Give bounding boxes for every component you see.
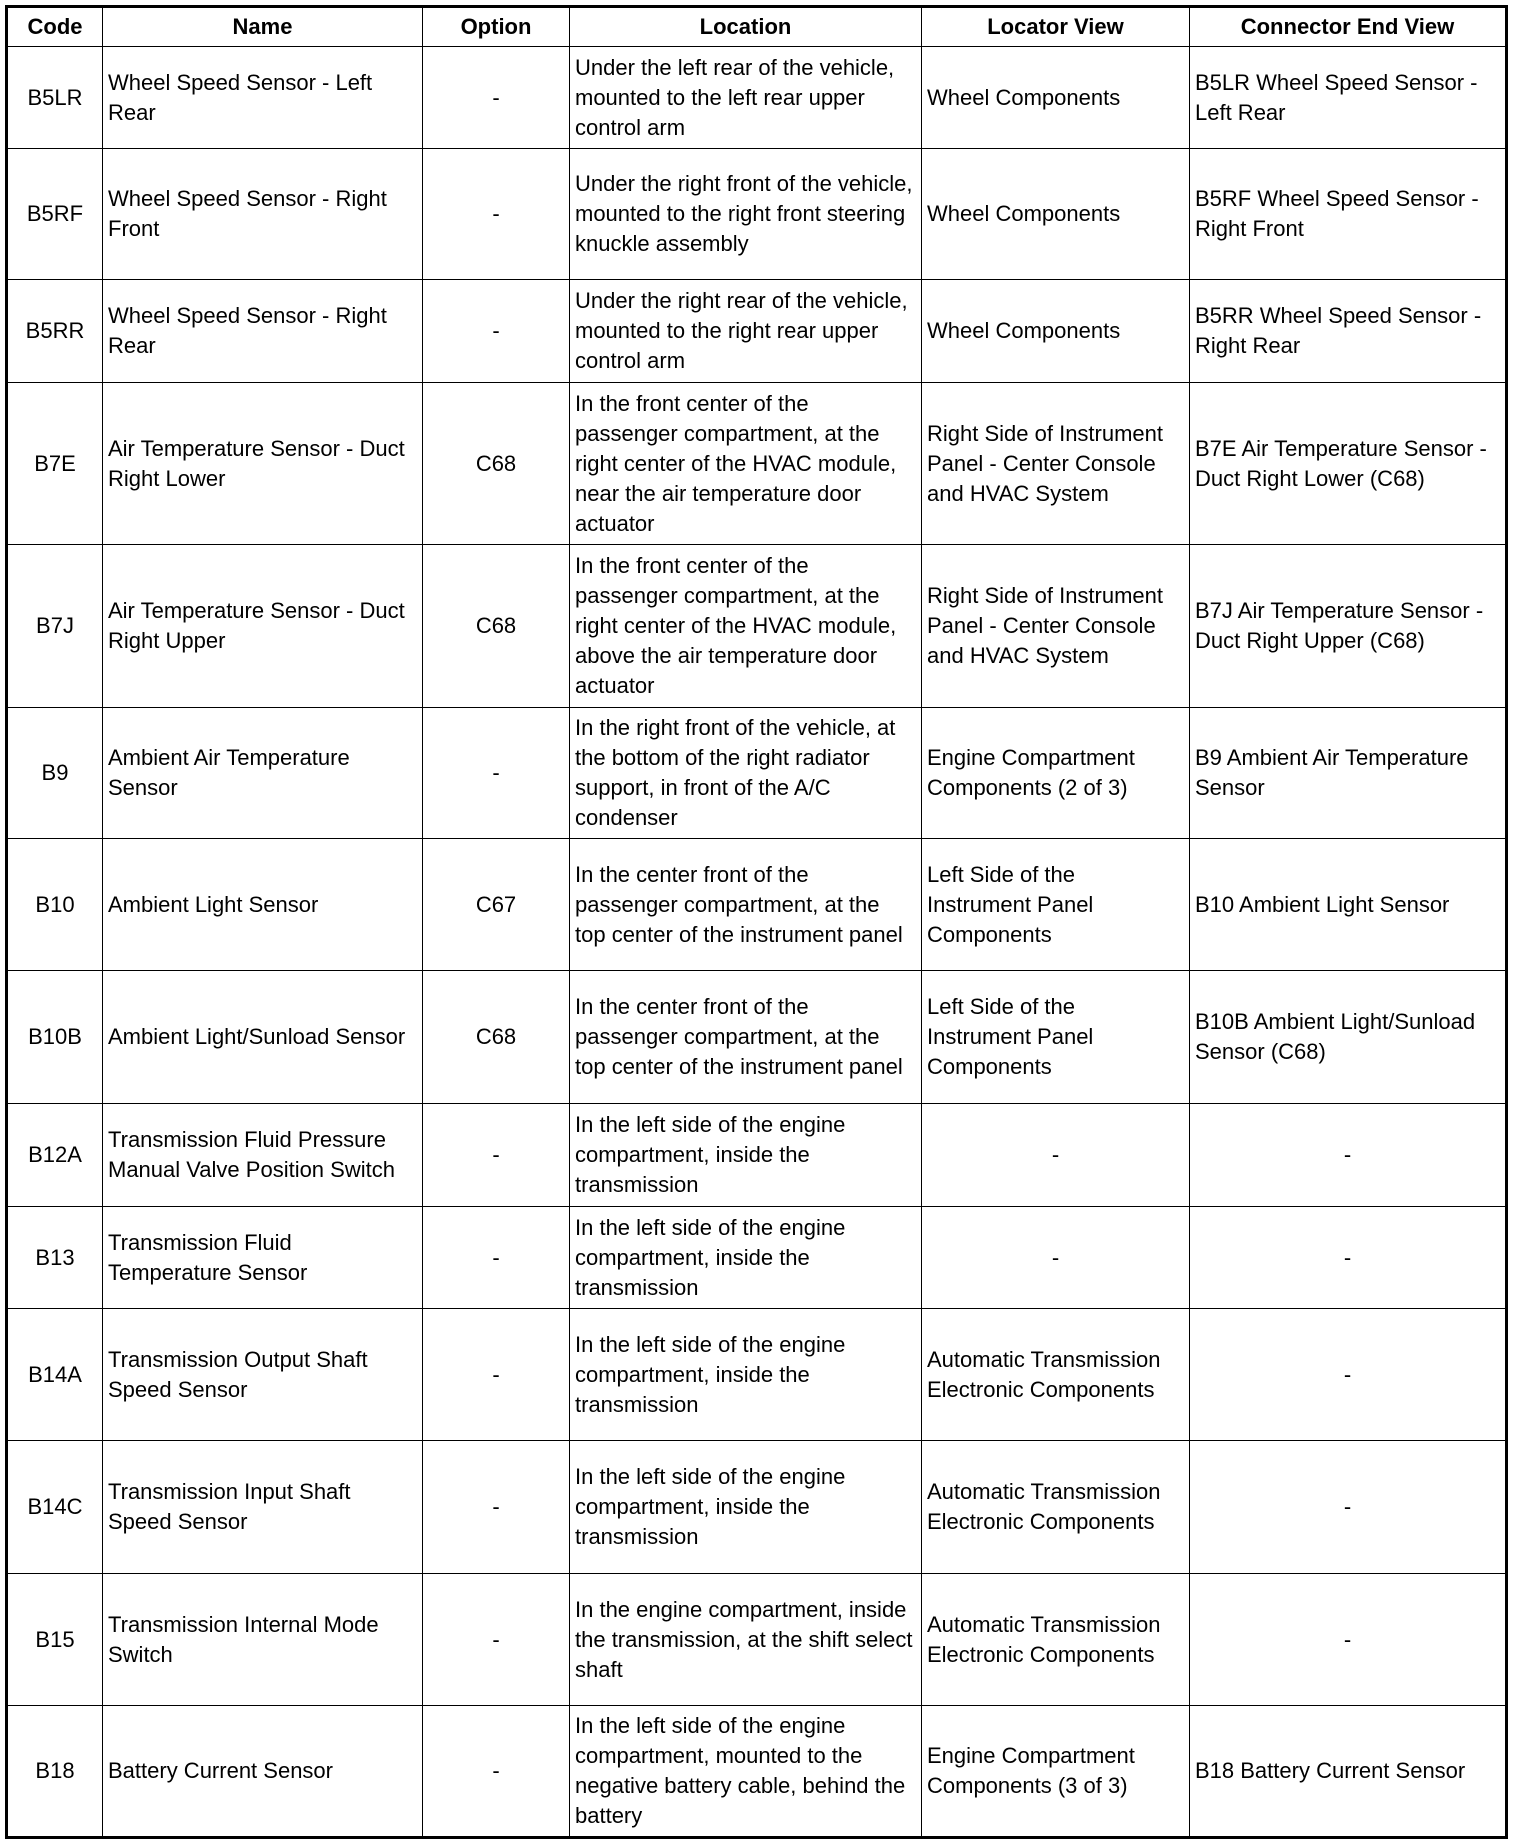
cell-locator-view: Engine Compartment Components (3 of 3): [922, 1706, 1190, 1838]
cell-location: Under the right rear of the vehicle, mounted to the right rear upper control arm: [570, 280, 922, 383]
table-row: [7, 708, 1507, 839]
table-row: [7, 383, 1507, 545]
table-row: [7, 1309, 1507, 1441]
table-row: [7, 280, 1507, 383]
cell-locator-view: Automatic Transmission Electronic Components: [922, 1441, 1190, 1574]
cell-location: In the left side of the engine compartment, inside the transmission: [570, 1309, 922, 1441]
table-row: [7, 1104, 1507, 1207]
cell-option: -: [423, 1309, 570, 1441]
cell-code: B13: [7, 1207, 103, 1309]
cell-code: B18: [7, 1706, 103, 1838]
cell-option: -: [423, 47, 570, 149]
cell-option: -: [423, 1441, 570, 1574]
table-row: [7, 1574, 1507, 1706]
cell-code: B5RR: [7, 280, 103, 383]
cell-locator-view: Wheel Components: [922, 280, 1190, 383]
cell-locator-view: Left Side of the Instrument Panel Components: [922, 839, 1190, 971]
table-row: [7, 1706, 1507, 1838]
cell-location: In the left side of the engine compartment, inside the transmission: [570, 1441, 922, 1574]
cell-option: -: [423, 708, 570, 839]
cell-locator-view: Automatic Transmission Electronic Components: [922, 1309, 1190, 1441]
header-locator-view: Locator View: [922, 7, 1190, 47]
table-row: [7, 1441, 1507, 1574]
cell-location: In the engine compartment, inside the transmission, at the shift select shaft: [570, 1574, 922, 1706]
cell-location: In the center front of the passenger compartment, at the top center of the instrument panel: [570, 971, 922, 1104]
cell-locator-view: Wheel Components: [922, 47, 1190, 149]
cell-locator-view: -: [922, 1104, 1190, 1207]
cell-option: -: [423, 149, 570, 280]
cell-option: C68: [423, 971, 570, 1104]
cell-option: -: [423, 280, 570, 383]
cell-locator-view: Wheel Components: [922, 149, 1190, 280]
cell-option: C67: [423, 839, 570, 971]
cell-connector-end-view: B9 Ambient Air Temperature Sensor: [1190, 708, 1507, 839]
header-row: [7, 7, 1507, 47]
cell-name: Transmission Output Shaft Speed Sensor: [103, 1309, 423, 1441]
cell-code: B15: [7, 1574, 103, 1706]
cell-name: Air Temperature Sensor - Duct Right Lower: [103, 383, 423, 545]
cell-code: B7E: [7, 383, 103, 545]
cell-locator-view: Right Side of Instrument Panel - Center Console and HVAC System: [922, 545, 1190, 708]
cell-code: B5LR: [7, 47, 103, 149]
cell-connector-end-view: B5LR Wheel Speed Sensor - Left Rear: [1190, 47, 1507, 149]
cell-code: B14C: [7, 1441, 103, 1574]
cell-location: In the left side of the engine compartment, mounted to the negative battery cable, behind the battery: [570, 1706, 922, 1838]
cell-connector-end-view: B10 Ambient Light Sensor: [1190, 839, 1507, 971]
cell-code: B10B: [7, 971, 103, 1104]
table-row: [7, 971, 1507, 1104]
table-row: [7, 149, 1507, 280]
cell-location: In the front center of the passenger compartment, at the right center of the HVAC module, near the air temperature door actuator: [570, 383, 922, 545]
cell-connector-end-view: B7J Air Temperature Sensor - Duct Right Upper (C68): [1190, 545, 1507, 708]
cell-locator-view: Left Side of the Instrument Panel Components: [922, 971, 1190, 1104]
cell-code: B5RF: [7, 149, 103, 280]
cell-name: Ambient Light/Sunload Sensor: [103, 971, 423, 1104]
cell-code: B12A: [7, 1104, 103, 1207]
cell-location: In the front center of the passenger compartment, at the right center of the HVAC module, above the air temperature door actuator: [570, 545, 922, 708]
cell-option: -: [423, 1104, 570, 1207]
cell-connector-end-view: -: [1190, 1104, 1507, 1207]
cell-connector-end-view: -: [1190, 1207, 1507, 1309]
table-row: [7, 545, 1507, 708]
cell-locator-view: Right Side of Instrument Panel - Center Console and HVAC System: [922, 383, 1190, 545]
cell-name: Transmission Internal Mode Switch: [103, 1574, 423, 1706]
cell-location: In the left side of the engine compartment, inside the transmission: [570, 1207, 922, 1309]
cell-connector-end-view: -: [1190, 1309, 1507, 1441]
cell-locator-view: Engine Compartment Components (2 of 3): [922, 708, 1190, 839]
header-connector-end-view: Connector End View: [1190, 7, 1507, 47]
cell-connector-end-view: -: [1190, 1441, 1507, 1574]
cell-connector-end-view: B5RR Wheel Speed Sensor - Right Rear: [1190, 280, 1507, 383]
cell-location: In the left side of the engine compartment, inside the transmission: [570, 1104, 922, 1207]
header-name: Name: [103, 7, 423, 47]
cell-connector-end-view: -: [1190, 1574, 1507, 1706]
cell-name: Ambient Air Temperature Sensor: [103, 708, 423, 839]
cell-connector-end-view: B7E Air Temperature Sensor - Duct Right Lower (C68): [1190, 383, 1507, 545]
cell-connector-end-view: B10B Ambient Light/Sunload Sensor (C68): [1190, 971, 1507, 1104]
cell-location: Under the right front of the vehicle, mounted to the right front steering knuckle assembly: [570, 149, 922, 280]
cell-name: Wheel Speed Sensor - Left Rear: [103, 47, 423, 149]
cell-name: Transmission Input Shaft Speed Sensor: [103, 1441, 423, 1574]
cell-name: Battery Current Sensor: [103, 1706, 423, 1838]
cell-name: Ambient Light Sensor: [103, 839, 423, 971]
header-code: Code: [7, 7, 103, 47]
cell-code: B9: [7, 708, 103, 839]
cell-connector-end-view: B5RF Wheel Speed Sensor - Right Front: [1190, 149, 1507, 280]
header-location: Location: [570, 7, 922, 47]
table-row: [7, 47, 1507, 149]
cell-location: In the center front of the passenger compartment, at the top center of the instrument panel: [570, 839, 922, 971]
cell-code: B7J: [7, 545, 103, 708]
cell-name: Transmission Fluid Temperature Sensor: [103, 1207, 423, 1309]
cell-option: -: [423, 1207, 570, 1309]
cell-location: Under the left rear of the vehicle, mounted to the left rear upper control arm: [570, 47, 922, 149]
cell-option: C68: [423, 383, 570, 545]
component-locator-table: [5, 5, 1508, 1839]
cell-name: Transmission Fluid Pressure Manual Valve Position Switch: [103, 1104, 423, 1207]
table-row: [7, 839, 1507, 971]
header-option: Option: [423, 7, 570, 47]
cell-code: B14A: [7, 1309, 103, 1441]
cell-option: C68: [423, 545, 570, 708]
cell-name: Wheel Speed Sensor - Right Rear: [103, 280, 423, 383]
cell-name: Air Temperature Sensor - Duct Right Upper: [103, 545, 423, 708]
cell-option: -: [423, 1574, 570, 1706]
cell-code: B10: [7, 839, 103, 971]
cell-location: In the right front of the vehicle, at the bottom of the right radiator support, in front of the A/C condenser: [570, 708, 922, 839]
table-row: [7, 1207, 1507, 1309]
cell-locator-view: -: [922, 1207, 1190, 1309]
cell-option: -: [423, 1706, 570, 1838]
cell-locator-view: Automatic Transmission Electronic Components: [922, 1574, 1190, 1706]
cell-name: Wheel Speed Sensor - Right Front: [103, 149, 423, 280]
cell-connector-end-view: B18 Battery Current Sensor: [1190, 1706, 1507, 1838]
